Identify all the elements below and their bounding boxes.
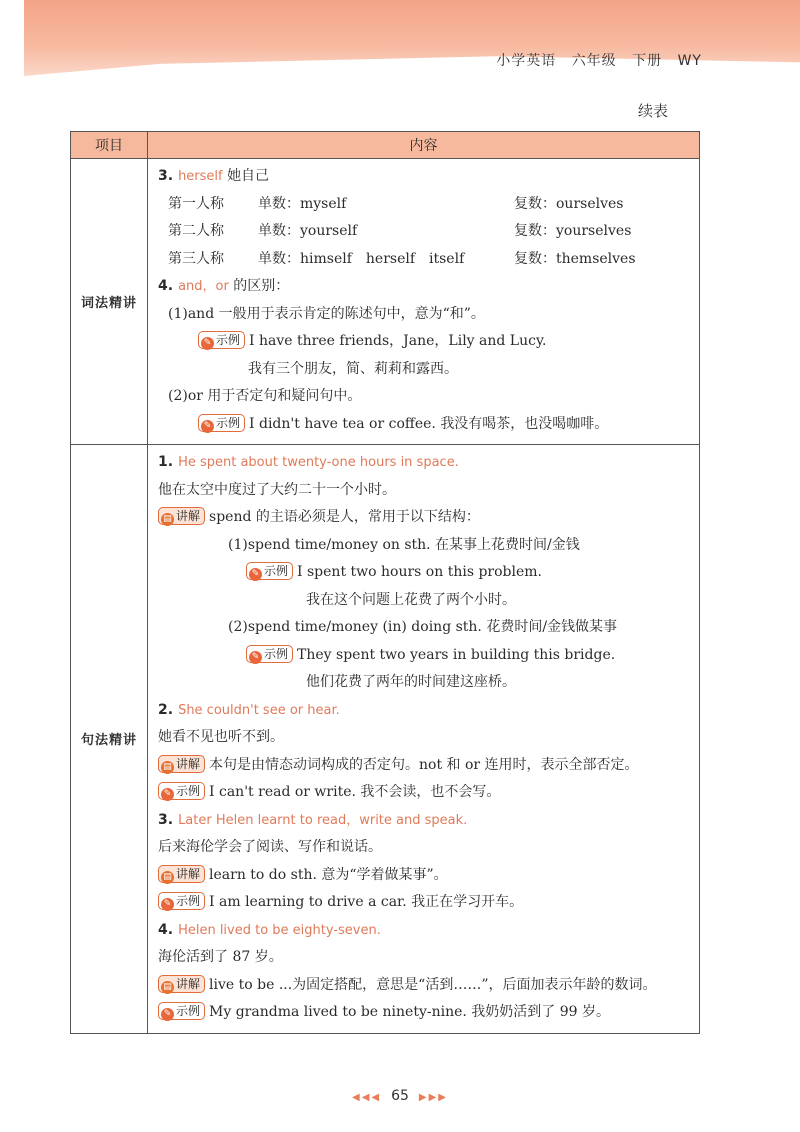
pencil-icon: ✎ bbox=[249, 651, 262, 664]
list-item bbox=[158, 807, 689, 835]
item-number: 3. bbox=[158, 168, 174, 184]
explain-badge bbox=[158, 755, 205, 773]
pencil-icon: ✎ bbox=[249, 568, 262, 581]
singular: 单数：yourself bbox=[258, 223, 358, 239]
point-text: (2)or 用于否定句和疑问句中。 bbox=[168, 388, 362, 404]
section-content bbox=[148, 445, 700, 1034]
example-text: My grandma lived to be ninety-nine. 我奶奶活到了 99 岁。 bbox=[209, 1004, 610, 1020]
list-item bbox=[158, 917, 689, 945]
list-item bbox=[158, 449, 689, 477]
list-item bbox=[158, 163, 689, 191]
item-heading: She couldn't see or hear. bbox=[178, 702, 340, 718]
section-sentences bbox=[71, 445, 700, 1034]
section-label: 词法精讲 bbox=[71, 159, 148, 445]
example-translation: 他们花费了两年的时间建这座桥。 bbox=[306, 674, 516, 690]
explain-text: spend 的主语必须是人，常用于以下结构： bbox=[209, 509, 480, 525]
list-item bbox=[158, 273, 689, 301]
plural: 复数：yourselves bbox=[514, 223, 632, 239]
item-number: 2. bbox=[158, 701, 174, 718]
badge-label: 示例 bbox=[216, 415, 241, 430]
structure-text: (2)spend time/money (in) doing sth. 花费时间/金钱做某事 bbox=[228, 619, 618, 635]
person: 第三人称 bbox=[168, 250, 224, 267]
item-translation: 海伦活到了 87 岁。 bbox=[158, 949, 283, 965]
example-translation: 我在这个问题上花费了两个小时。 bbox=[306, 591, 516, 608]
structure-text: (1)spend time/money on sth. 在某事上花费时间/金钱 bbox=[228, 536, 580, 553]
pencil-icon: ✎ bbox=[201, 420, 214, 433]
edition: WY bbox=[677, 53, 702, 69]
example-text: I didn't have tea or coffee. 我没有喝茶，也没喝咖啡。 bbox=[249, 415, 609, 432]
item-translation: 后来海伦学会了阅读、写作和说话。 bbox=[158, 839, 382, 855]
badge-label: 示例 bbox=[176, 1004, 201, 1018]
example-line bbox=[158, 642, 689, 670]
singular: 单数：himself herself itself bbox=[258, 250, 465, 267]
example-text: I can't read or write. 我不会读，也不会写。 bbox=[209, 784, 501, 800]
badge-label: 示例 bbox=[264, 646, 289, 661]
example-badge bbox=[198, 331, 245, 349]
pencil-icon: ✎ bbox=[161, 898, 174, 911]
example-text: They spent two years in building this bridge. bbox=[297, 646, 616, 663]
plural: 复数：ourselves bbox=[514, 195, 624, 212]
header-item: 项目 bbox=[71, 132, 148, 159]
example-line bbox=[158, 889, 689, 917]
item-heading: Helen lived to be eighty-seven. bbox=[178, 922, 381, 938]
example-line bbox=[158, 411, 689, 439]
example-badge bbox=[246, 645, 293, 663]
section-content bbox=[148, 159, 700, 445]
arrow-left-icon: ◀◀◀ bbox=[352, 1092, 382, 1103]
item-title: 的区别： bbox=[233, 278, 290, 294]
plural: 复数：themselves bbox=[514, 250, 636, 267]
header-content: 内容 bbox=[148, 132, 700, 159]
point-text: (1)and 一般用于表示肯定的陈述句中，意为“和”。 bbox=[168, 305, 485, 322]
item-number: 1. bbox=[158, 454, 174, 470]
example-line bbox=[158, 779, 689, 807]
example-badge bbox=[158, 782, 205, 800]
volume: 下册 bbox=[632, 53, 663, 69]
pencil-icon: ✎ bbox=[201, 337, 214, 350]
explain-badge bbox=[158, 975, 205, 993]
arrow-right-icon: ▶▶▶ bbox=[418, 1092, 448, 1103]
item-meaning: 她自己 bbox=[227, 168, 270, 184]
badge-label: 讲解 bbox=[176, 866, 201, 881]
example-line bbox=[158, 999, 689, 1027]
book-icon: ▤ bbox=[161, 871, 174, 884]
badge-label: 讲解 bbox=[176, 509, 201, 523]
explain-text: learn to do sth. 意为“学着做某事”。 bbox=[209, 866, 448, 883]
example-badge bbox=[158, 1002, 205, 1020]
grade: 六年级 bbox=[571, 53, 617, 69]
explain-line bbox=[158, 972, 689, 1000]
explain-badge bbox=[158, 507, 205, 525]
page-number: 65 bbox=[391, 1088, 409, 1104]
badge-label: 示例 bbox=[176, 894, 201, 908]
section-label: 句法精讲 bbox=[71, 445, 148, 1034]
explain-text: live to be ...为固定搭配，意思是“活到……”，后面加表示年龄的数词。 bbox=[209, 976, 657, 993]
example-text: I have three friends，Jane，Lily and Lucy. bbox=[249, 333, 547, 349]
person: 第一人称 bbox=[168, 195, 224, 212]
list-item bbox=[158, 697, 689, 725]
example-text: I spent two hours on this problem. bbox=[297, 564, 542, 580]
item-translation: 她看不见也听不到。 bbox=[158, 729, 284, 745]
item-heading: and，or bbox=[178, 279, 229, 294]
explain-line bbox=[158, 752, 689, 780]
table-row bbox=[158, 191, 689, 219]
subject: 小学英语 bbox=[496, 53, 557, 69]
pencil-icon: ✎ bbox=[161, 1008, 174, 1021]
example-line bbox=[158, 559, 689, 587]
item-number: 4. bbox=[158, 921, 174, 938]
explain-text: 本句是由情态动词构成的否定句。not 和 or 连用时，表示全部否定。 bbox=[209, 756, 639, 773]
example-translation: 我有三个朋友，简、莉莉和露西。 bbox=[248, 360, 458, 377]
content-table bbox=[70, 131, 700, 1034]
item-heading: herself bbox=[178, 169, 223, 184]
book-icon: ▤ bbox=[161, 513, 174, 526]
explain-line bbox=[158, 504, 689, 532]
example-line bbox=[158, 328, 689, 356]
table-row bbox=[158, 246, 689, 274]
example-badge bbox=[158, 892, 205, 910]
example-badge bbox=[198, 414, 245, 432]
book-info bbox=[486, 50, 702, 70]
item-number: 4. bbox=[158, 278, 174, 294]
page-footer bbox=[0, 1088, 800, 1104]
badge-label: 讲解 bbox=[176, 756, 201, 771]
item-heading: Later Helen learnt to read，write and speak. bbox=[178, 812, 468, 828]
item-heading: He spent about twenty-one hours in space. bbox=[178, 455, 459, 470]
book-icon: ▤ bbox=[161, 761, 174, 774]
section-vocabulary bbox=[71, 159, 700, 445]
continued-label: 续表 bbox=[637, 102, 668, 120]
singular: 单数：myself bbox=[258, 195, 347, 212]
pencil-icon: ✎ bbox=[161, 788, 174, 801]
table-header-row bbox=[71, 132, 700, 159]
example-badge bbox=[246, 562, 293, 580]
badge-label: 示例 bbox=[264, 564, 289, 578]
item-number: 3. bbox=[158, 811, 174, 828]
table-row bbox=[158, 218, 689, 246]
badge-label: 示例 bbox=[216, 333, 241, 347]
example-text: I am learning to drive a car. 我正在学习开车。 bbox=[209, 894, 524, 910]
badge-label: 讲解 bbox=[176, 976, 201, 991]
badge-label: 示例 bbox=[176, 784, 201, 798]
person: 第二人称 bbox=[168, 223, 224, 239]
explain-badge bbox=[158, 865, 205, 883]
item-translation: 他在太空中度过了大约二十一个小时。 bbox=[158, 481, 396, 498]
explain-line bbox=[158, 862, 689, 890]
book-icon: ▤ bbox=[161, 981, 174, 994]
